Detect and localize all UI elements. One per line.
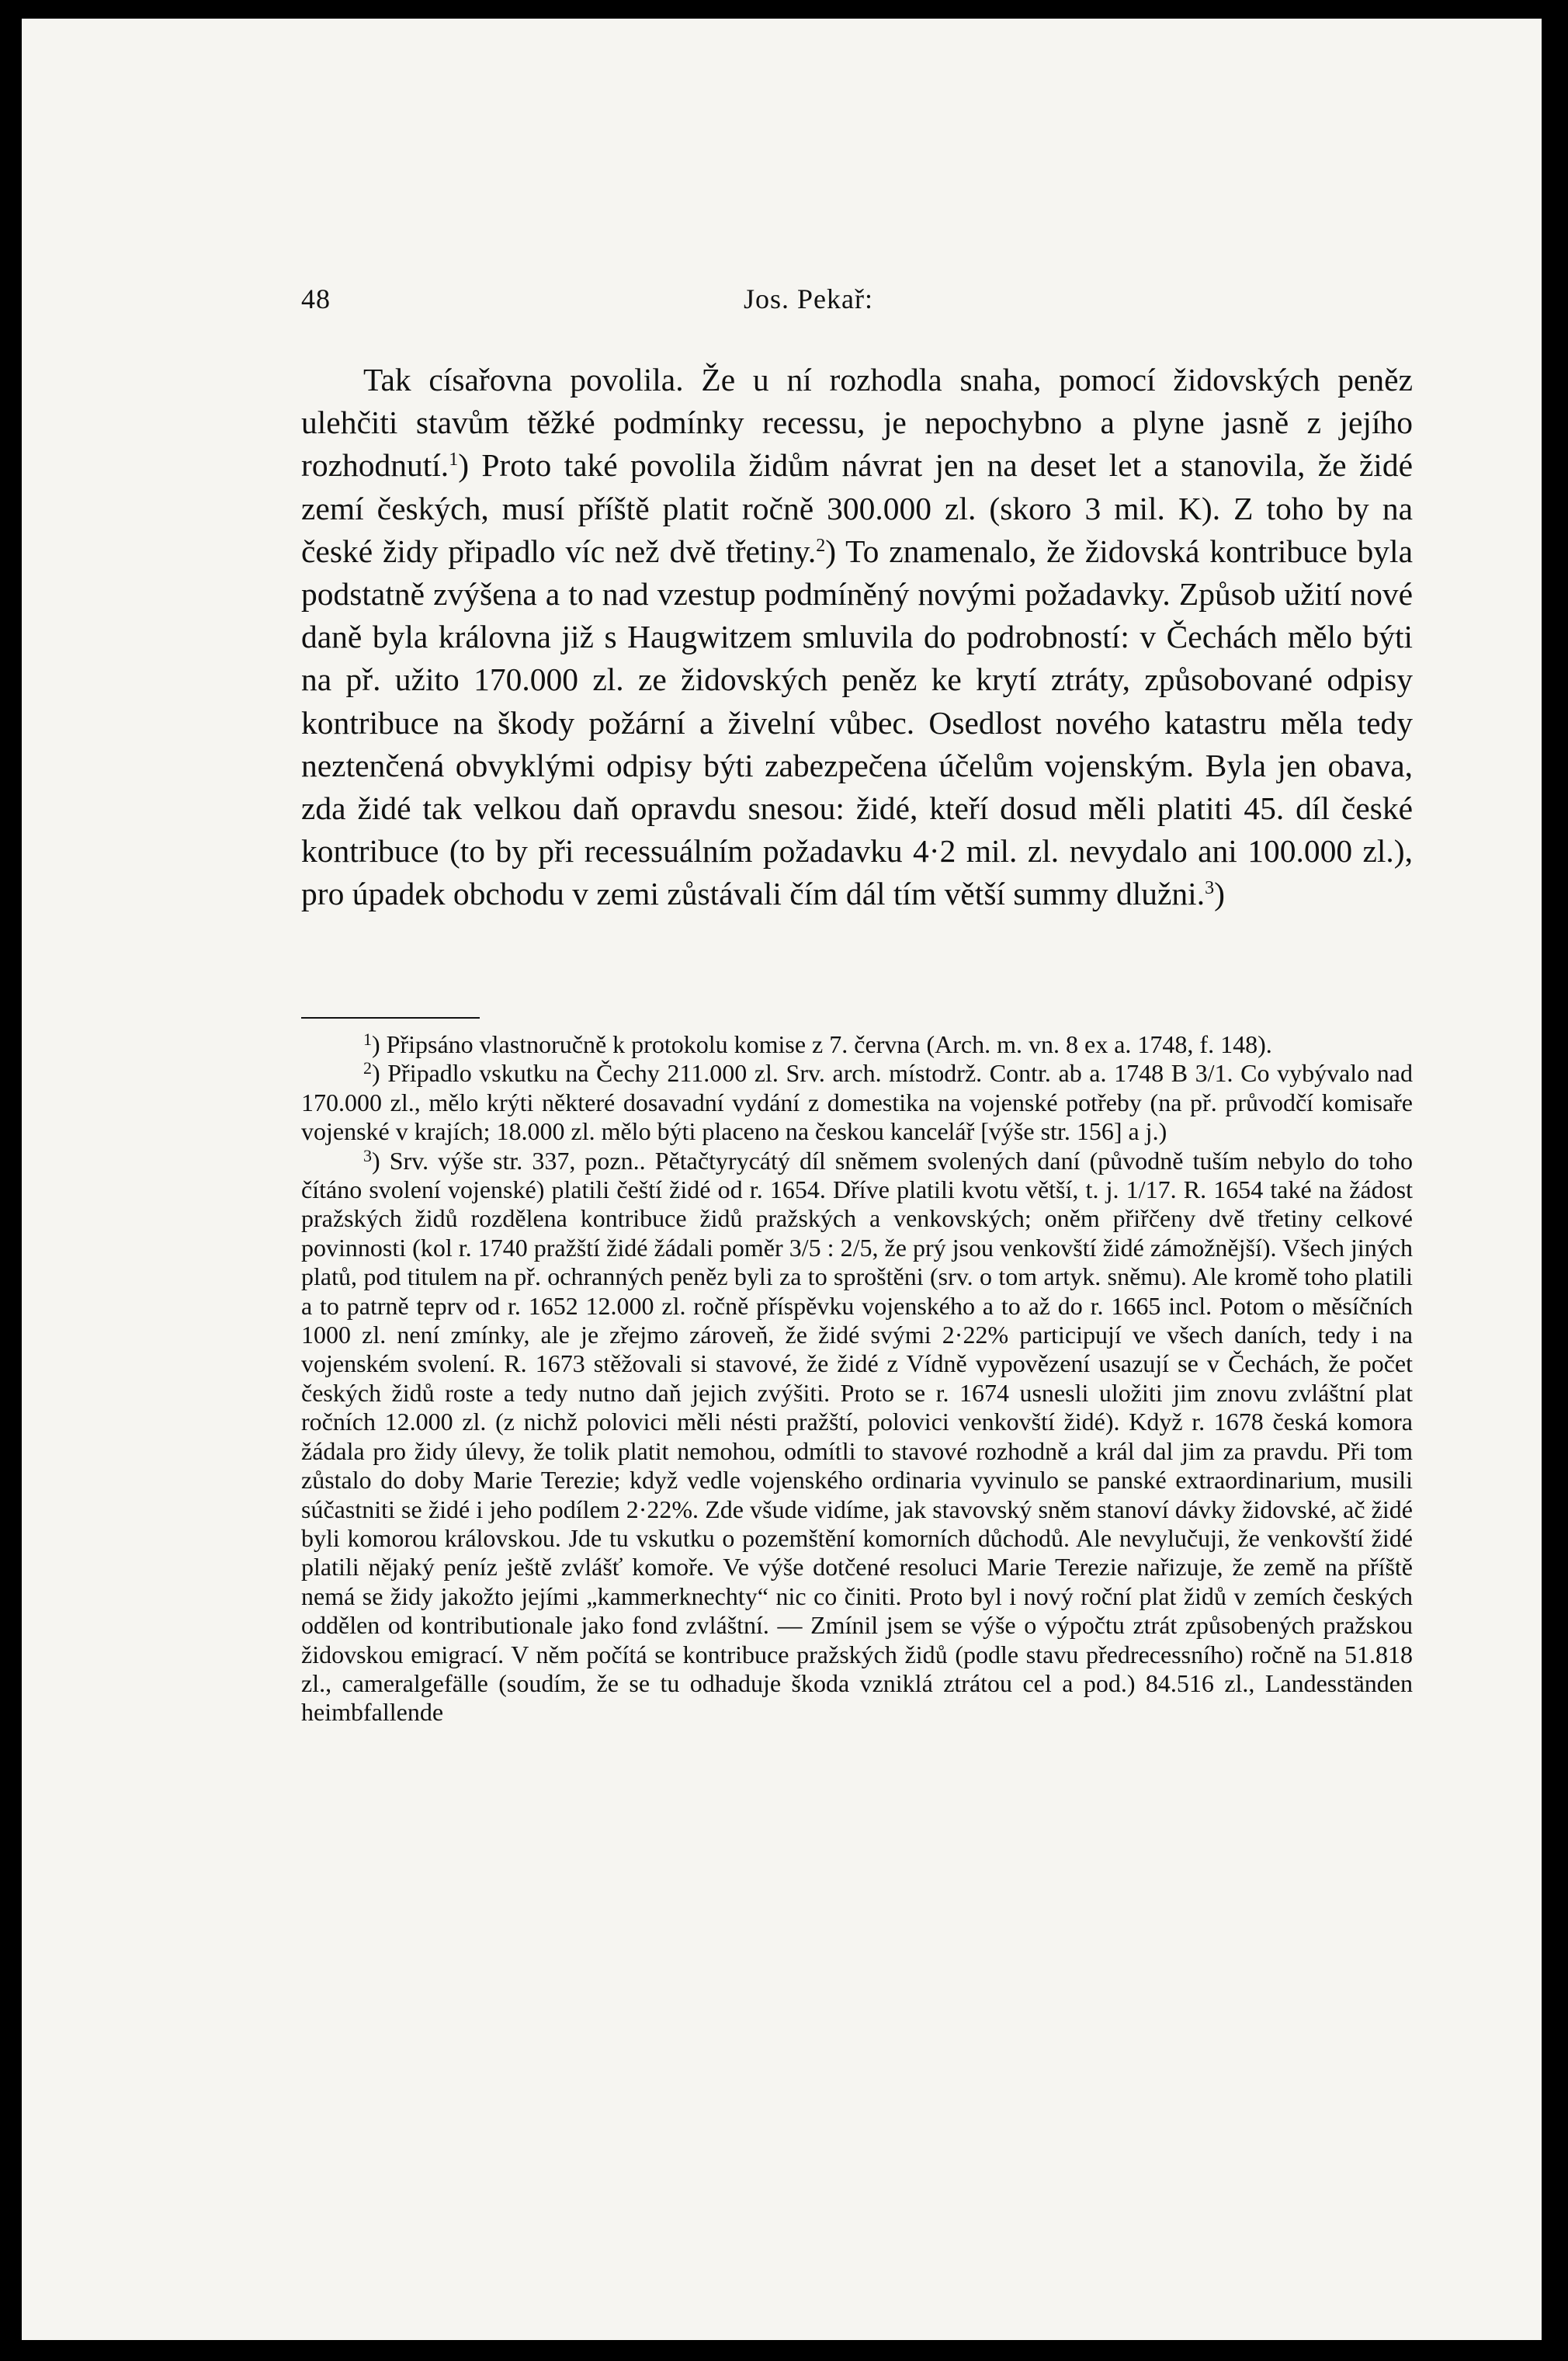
footnote-text: ) Připadlo vskutku na Čechy 211.000 zl. Srv. arch. místodrž. Contr. ab a. 1748 B 3/1. Co vybývalo nad 170.000 zl., mělo krýti některé dosavadní vydání z domestika na vojenské potřeby (na př. průvodčí komisaře vojenské v krajích; 18.000 zl. mělo býti placeno na českou kancelář [výše str. 156] a j.) [301, 1059, 1413, 1146]
footnote-text: ) Srv. výše str. 337, pozn.. Pětačtyrycátý díl sněmem svolených daní (původně tuším nebylo do toho čítáno svolení vojenské) platili čeští židé od r. 1654. Dříve platili kvotu větší, t. j. 1/17. R. 1654 také na žádost pražských židů rozdělena kontribuce židů pražských a venkovských; oněm přiřčeny dvě třetiny celkové povinnosti (kol r. 1740 pražští židé žádali poměr 3/5 : 2/5, že prý jsou venkovští židé zámožnější). Všech jiných platů, pod titulem na př. ochranných peněz byli za to sproštěni (srv. o tom artyk. sněmu). Ale kromě toho platili a to patrně teprv od r. 1652 12.000 zl. ročně příspěvku vojenského a to až do r. 1665 incl. Potom o měsíčních 1000 zl. není zmínky, ale je zřejmo zároveň, že židé svými 2·22% participují ve všech daních, tedy i na vojenském svolení. R. 1673 stěžovali si stavové, že židé z Vídně vypovězení usazují se v Čechách, že počet českých židů roste a tedy nutno daň jejich zvýšiti. Proto se r. 1674 usnesli uložiti jim znovu zvláštní plat ročních 12.000 zl. (z nichž polovici měli nésti pražští, polovici venkovští židé). Když r. 1678 česká komora žádala pro židy úlevy, že tolik platit nemohou, odmítli to stavové rozhodně a král dal jim za pravdu. Při tom zůstalo do doby Marie Terezie; když vedle vojenského ordinaria vyvinulo se panské extraordinarium, musili súčastniti se židé i jeho podílem 2·22%. Zde všude vidíme, jak stavovský sněm stanoví dávky židovské, ač židé byli komorou královskou. Jde tu vskutku o pozemštění komorních důchodů. Ale nevylučuji, že venkovští židé platili nějaký peníz ještě zvlášť komoře. Ve výše dotčené resoluci Marie Terezie nařizuje, že země na příště nemá se židy jakožto jejími „kammerknechty“ nic co činiti. Proto byl i nový roční plat židů v zemích českých oddělen od kontributionale jako fond zvláštní. — Zmínil jsem se výše o výpočtu ztrát způsobených pražskou židovskou emigrací. V něm počítá se kontribuce pražských židů (podle stavu předrecessního) ročně na 51.818 zl., cameralgefälle (soudím, že se tu odhaduje škoda vzniklá ztrátou cel a pod.) 84.516 zl., Landesständen heimbfallende [301, 1146, 1413, 1727]
main-text-part: ) To znamenalo, že židovská kontribuce byla podstatně zvýšena a to nad vzestup podmíněný novými požadavky. Způsob užití nové daně byla královna již s Haugwitzem smluvila do podrobností: v Čechách mělo býti na př. užito 170.000 zl. ze židovských peněz ke krytí ztráty, způsobované odpisy kontribuce na škody požární a živelní vůbec. Osedlost nového katastru měla tedy neztenčená obvyklými odpisy býti zabezpečena účelům vojenským. Byla jen obava, zda židé tak velkou daň opravdu snesou: židé, kteří dosud měli platiti 45. díl české kontribuce (to by při recessuálním požadavku 4·2 mil. zl. nevydalo ani 100.000 zl.), pro úpadek obchodu v zemi zůstávali čím dál tím větší summy dlužni. [301, 533, 1413, 912]
footnote-2 [301, 1059, 1413, 1146]
footnote-divider [301, 1017, 480, 1019]
footnote-mark: 2 [363, 1058, 372, 1078]
footnote-mark: 1 [363, 1029, 372, 1049]
page-header [301, 283, 1077, 329]
footnote-text: ) Připsáno vlastnoručně k protokolu komise z 7. června (Arch. m. vn. 8 ex a. 1748, f. 148). [372, 1030, 1272, 1058]
footnotes-section [301, 1030, 1413, 1727]
footnote-reference-2: 2 [816, 535, 826, 556]
footnote-3 [301, 1147, 1413, 1727]
main-text-part: ) Proto také povolila židům návrat jen na deset let a stanovila, že židé zemí českých, musí příště platit ročně 300.000 zl. (skoro 3 mil. K). Z toho by na české židy připadlo víc než dvě třetiny. [301, 447, 1413, 569]
main-text-part: ) [1214, 876, 1225, 912]
footnote-mark: 3 [363, 1145, 372, 1165]
book-page [22, 19, 1542, 2340]
footnote-reference-3: 3 [1205, 878, 1215, 899]
page-number: 48 [301, 283, 331, 314]
footnote-reference-1: 1 [449, 450, 459, 470]
main-paragraph [301, 359, 1413, 916]
running-title: Jos. Pekař: [744, 283, 873, 314]
footnote-1 [301, 1030, 1413, 1059]
main-text-part: Tak císařovna povolila. Že u ní rozhodla snaha, pomocí židovských peněz ulehčiti stavům těžké podmínky recessu, je nepochybno a plyne jasně z jejího rozhodnutí. [301, 362, 1413, 484]
